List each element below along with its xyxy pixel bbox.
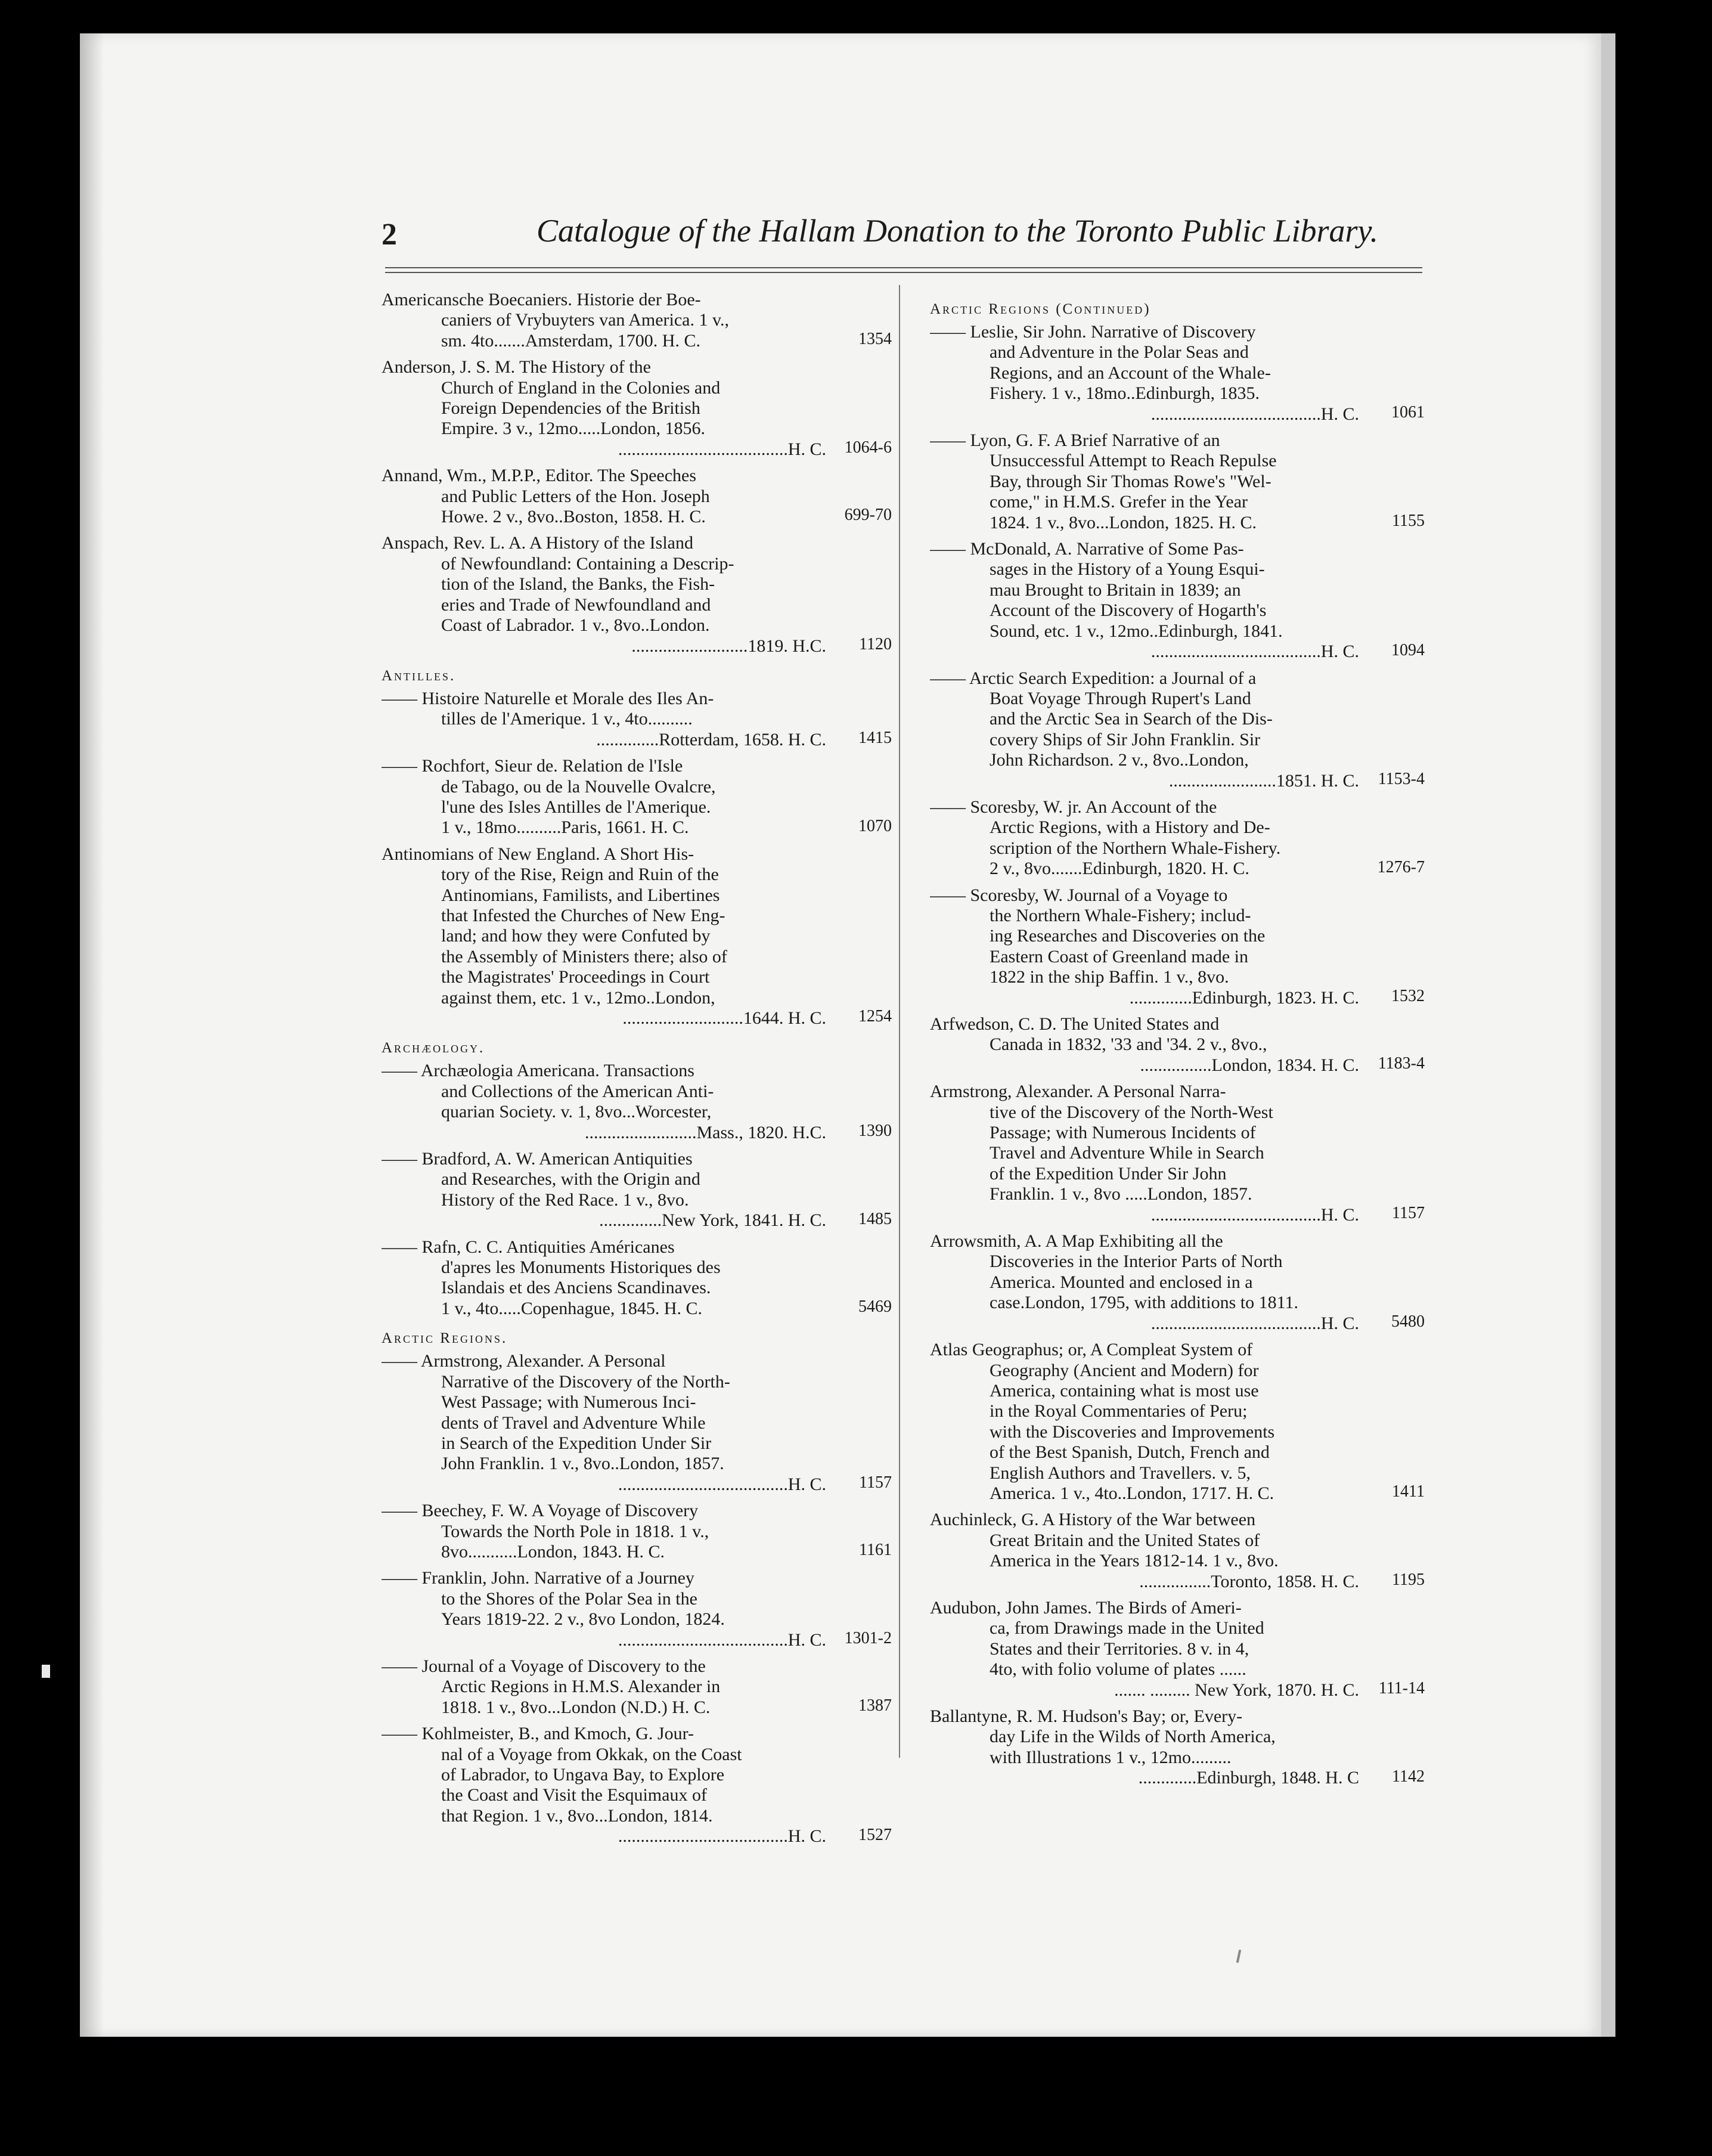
entry-text-line: John Richardson. 2 v., 8vo..London, bbox=[990, 750, 1249, 770]
entry-text-line: ......................................H. C. bbox=[618, 1826, 826, 1847]
entry-number: 1161 bbox=[859, 1541, 892, 1560]
entry-text-line: in Search of the Expedition Under Sir bbox=[441, 1433, 712, 1453]
catalogue-entry bbox=[382, 1237, 892, 1319]
entry-text-line: History of the Red Race. 1 v., 8vo. bbox=[441, 1189, 689, 1210]
entry-text-line: Franklin. 1 v., 8vo .....London, 1857. bbox=[990, 1184, 1252, 1204]
entry-text-line: Great Britain and the United States of bbox=[990, 1530, 1260, 1550]
catalogue-entry bbox=[382, 1501, 892, 1562]
entry-text-line: ................London, 1834. H. C. bbox=[1140, 1055, 1359, 1075]
entry-text-line: dents of Travel and Adventure While bbox=[441, 1412, 706, 1433]
entry-text-line: English Authors and Travellers. v. 5, bbox=[990, 1463, 1251, 1483]
scan-artifact bbox=[42, 1665, 50, 1678]
entry-number: 1390 bbox=[858, 1122, 892, 1141]
entry-number: 1415 bbox=[858, 729, 892, 748]
entry-heading-line: —— Beechey, F. W. A Voyage of Discovery bbox=[382, 1501, 699, 1521]
entry-heading-line: Annand, Wm., M.P.P., Editor. The Speeches bbox=[382, 466, 697, 486]
header-rule-top bbox=[385, 267, 1422, 268]
entry-text-line: quarian Society. v. 1, 8vo...Worcester, bbox=[441, 1102, 712, 1122]
entry-number: 1153-4 bbox=[1378, 769, 1425, 788]
running-title: Catalogue of the Hallam Donation to the Toronto Public Library. bbox=[536, 213, 1379, 249]
entry-text-line: the Magistrates' Proceedings in Court bbox=[441, 967, 710, 987]
catalogue-entry bbox=[930, 1014, 1425, 1076]
catalogue-entry bbox=[930, 668, 1425, 791]
entry-text-line: John Franklin. 1 v., 8vo..London, 1857. bbox=[441, 1454, 724, 1474]
entry-text-line: Fishery. 1 v., 18mo..Edinburgh, 1835. bbox=[990, 383, 1260, 404]
entry-text-line: to the Shores of the Polar Sea in the bbox=[441, 1588, 697, 1609]
page-number: 2 bbox=[382, 218, 397, 252]
entry-text-line: that Infested the Churches of New Eng- bbox=[441, 905, 725, 925]
entry-heading-line: Auchinleck, G. A History of the War between bbox=[930, 1510, 1256, 1530]
entry-number: 1070 bbox=[858, 816, 892, 835]
entry-text-line: Foreign Dependencies of the British bbox=[441, 398, 700, 419]
entry-text-line: l'une des Isles Antilles de l'Amerique. bbox=[441, 797, 711, 817]
entry-number: 1142 bbox=[1392, 1767, 1425, 1786]
entry-text-line: sm. 4to.......Amsterdam, 1700. H. C. bbox=[441, 330, 700, 351]
entry-number: 111-14 bbox=[1378, 1679, 1425, 1697]
entry-text-line: ing Researches and Discoveries on the bbox=[990, 926, 1266, 946]
entry-text-line: land; and how they were Confuted by bbox=[441, 926, 711, 946]
entry-number: 1155 bbox=[1392, 512, 1425, 531]
entry-text-line: sages in the History of a Young Esqui- bbox=[990, 559, 1265, 580]
catalogue-entry bbox=[382, 1149, 892, 1231]
entry-text-line: and Adventure in the Polar Seas and bbox=[990, 342, 1249, 363]
entry-heading-line: —— Rafn, C. C. Antiquities Américanes bbox=[382, 1237, 675, 1257]
entry-text-line: ......................................H. C. bbox=[618, 1630, 826, 1650]
entry-heading-line: —— Kohlmeister, B., and Kmoch, G. Jour- bbox=[382, 1724, 694, 1744]
catalogue-entry bbox=[382, 1568, 892, 1650]
catalogue-entry bbox=[382, 844, 892, 1029]
entry-text-line: 1 v., 4to.....Copenhague, 1845. H. C. bbox=[441, 1298, 703, 1318]
entry-text-line: West Passage; with Numerous Inci- bbox=[441, 1392, 696, 1412]
entry-text-line: ..........................1819. H.C. bbox=[631, 636, 826, 656]
catalogue-entry bbox=[930, 1510, 1425, 1592]
entry-text-line: of Labrador, to Ungava Bay, to Explore bbox=[441, 1765, 725, 1785]
entry-text-line: ..............Edinburgh, 1823. H. C. bbox=[1129, 987, 1359, 1008]
entry-text-line: day Life in the Wilds of North America, bbox=[990, 1727, 1276, 1747]
entry-text-line: Discoveries in the Interior Parts of North bbox=[990, 1252, 1283, 1272]
entry-number: 1120 bbox=[859, 634, 892, 653]
entry-heading-line: Atlas Geographus; or, A Compleat System of bbox=[930, 1340, 1253, 1360]
section-heading: Antilles. bbox=[382, 667, 456, 684]
entry-text-line: against them, etc. 1 v., 12mo..London, bbox=[441, 987, 715, 1008]
entry-number: 699-70 bbox=[844, 506, 892, 525]
entry-text-line: ......................................H. C. bbox=[1150, 1204, 1359, 1225]
entry-heading-line: Arfwedson, C. D. The United States and bbox=[930, 1014, 1220, 1034]
entry-text-line: Arctic Regions in H.M.S. Alexander in bbox=[441, 1677, 721, 1697]
entry-text-line: in the Royal Commentaries of Peru; bbox=[990, 1401, 1248, 1421]
catalogue-entry bbox=[930, 1082, 1425, 1225]
catalogue-entry bbox=[382, 533, 892, 656]
entry-text-line: mau Brought to Britain in 1839; an bbox=[990, 580, 1241, 600]
entry-heading-line: Anderson, J. S. M. The History of the bbox=[382, 357, 651, 377]
entry-text-line: 1824. 1 v., 8vo...London, 1825. H. C. bbox=[990, 512, 1257, 532]
entry-text-line: and Researches, with the Origin and bbox=[441, 1169, 700, 1189]
entry-text-line: Arctic Regions, with a History and De- bbox=[990, 817, 1270, 838]
entry-text-line: Towards the North Pole in 1818. 1 v., bbox=[441, 1521, 709, 1541]
entry-text-line: 4to, with folio volume of plates ...... bbox=[990, 1659, 1246, 1680]
catalogue-entry bbox=[930, 1598, 1425, 1700]
entry-number: 1254 bbox=[858, 1007, 892, 1026]
entry-number: 1276-7 bbox=[1377, 857, 1425, 876]
entry-text-line: with Illustrations 1 v., 12mo......... bbox=[990, 1747, 1232, 1767]
entry-heading-line: —— Lyon, G. F. A Brief Narrative of an bbox=[930, 430, 1220, 451]
entry-text-line: ..............Rotterdam, 1658. H. C. bbox=[596, 729, 826, 749]
entry-text-line: the Assembly of Ministers there; also of bbox=[441, 946, 727, 967]
entry-text-line: tory of the Rise, Reign and Ruin of the bbox=[441, 865, 719, 885]
entry-number: 1094 bbox=[1391, 640, 1425, 659]
entry-text-line: Church of England in the Colonies and bbox=[441, 377, 721, 398]
entry-text-line: Account of the Discovery of Hogarth's bbox=[990, 600, 1267, 621]
catalogue-entry bbox=[930, 1231, 1425, 1334]
entry-text-line: Regions, and an Account of the Whale- bbox=[990, 363, 1271, 383]
entry-text-line: Coast of Labrador. 1 v., 8vo..London. bbox=[441, 615, 710, 636]
entry-heading-line: Arrowsmith, A. A Map Exhibiting all the bbox=[930, 1231, 1223, 1252]
entry-text-line: Antinomians, Familists, and Libertines bbox=[441, 885, 720, 905]
entry-text-line: caniers of Vrybuyters van America. 1 v., bbox=[441, 310, 730, 330]
entry-text-line: 1822 in the ship Baffin. 1 v., 8vo. bbox=[990, 967, 1229, 987]
entry-text-line: 1818. 1 v., 8vo...London (N.D.) H. C. bbox=[441, 1697, 711, 1717]
catalogue-entry bbox=[382, 689, 892, 750]
entry-text-line: tive of the Discovery of the North-West bbox=[990, 1102, 1273, 1122]
entry-text-line: Geography (Ancient and Modern) for bbox=[990, 1360, 1259, 1380]
entry-text-line: and Public Letters of the Hon. Joseph bbox=[441, 486, 710, 506]
entry-number: 5469 bbox=[858, 1297, 892, 1316]
entry-number: 1485 bbox=[858, 1209, 892, 1228]
entry-text-line: of Newfoundland: Containing a Descrip- bbox=[441, 553, 734, 574]
entry-number: 1527 bbox=[858, 1825, 892, 1844]
section-heading: Archæology. bbox=[382, 1040, 485, 1057]
catalogue-entry bbox=[930, 1706, 1425, 1789]
entry-number: 5480 bbox=[1391, 1312, 1425, 1331]
entry-text-line: ...........................1644. H. C. bbox=[622, 1008, 826, 1028]
entry-text-line: Sound, etc. 1 v., 12mo..Edinburgh, 1841. bbox=[990, 621, 1283, 641]
entry-text-line: Unsuccessful Attempt to Reach Repulse bbox=[990, 451, 1277, 471]
entry-heading-line: Antinomians of New England. A Short His- bbox=[382, 844, 694, 864]
entry-text-line: Eastern Coast of Greenland made in bbox=[990, 946, 1249, 967]
entry-heading-line: —— Leslie, Sir John. Narrative of Discovery bbox=[930, 322, 1256, 342]
catalogue-entry bbox=[930, 322, 1425, 425]
entry-text-line: Howe. 2 v., 8vo..Boston, 1858. H. C. bbox=[441, 507, 706, 527]
entry-heading-line: —— Scoresby, W. Journal of a Voyage to bbox=[930, 885, 1228, 905]
entry-text-line: ......................................H. C. bbox=[618, 1474, 826, 1494]
catalogue-entry bbox=[382, 1656, 892, 1718]
entry-text-line: ca, from Drawings made in the United bbox=[990, 1618, 1264, 1638]
section-heading: Arctic Regions. bbox=[382, 1330, 508, 1347]
entry-text-line: nal of a Voyage from Okkak, on the Coast bbox=[441, 1744, 742, 1764]
entry-number: 1157 bbox=[1392, 1204, 1425, 1223]
catalogue-entry bbox=[930, 539, 1425, 662]
catalogue-entry bbox=[930, 797, 1425, 879]
entry-text-line: the Northern Whale-Fishery; includ- bbox=[990, 905, 1251, 925]
entry-number: 1061 bbox=[1391, 403, 1425, 422]
entry-text-line: tion of the Island, the Banks, the Fish- bbox=[441, 574, 715, 594]
entry-text-line: Passage; with Numerous Incidents of bbox=[990, 1123, 1256, 1143]
entry-heading-line: Ballantyne, R. M. Hudson's Bay; or, Every- bbox=[930, 1706, 1243, 1726]
entry-text-line: ....... ......... New York, 1870. H. C. bbox=[1114, 1680, 1359, 1700]
entry-number: 1157 bbox=[859, 1473, 892, 1492]
catalogue-entry bbox=[930, 1340, 1425, 1504]
catalogue-entry bbox=[930, 885, 1425, 1008]
catalogue-entry bbox=[382, 1061, 892, 1143]
entry-heading-line: Americansche Boecaniers. Historie der Boe- bbox=[382, 290, 701, 309]
entry-text-line: scription of the Northern Whale-Fishery. bbox=[990, 838, 1281, 858]
entry-text-line: come," in H.M.S. Grefer in the Year bbox=[990, 492, 1248, 512]
entry-text-line: the Coast and Visit the Esquimaux of bbox=[441, 1785, 707, 1805]
entry-text-line: that Region. 1 v., 8vo...London, 1814. bbox=[441, 1805, 713, 1826]
entry-number: 1195 bbox=[1392, 1570, 1425, 1589]
entry-text-line: ......................................H. C. bbox=[618, 439, 826, 459]
entry-heading-line: Audubon, John James. The Birds of Ameri- bbox=[930, 1597, 1242, 1618]
entry-number: 1411 bbox=[1392, 1482, 1425, 1501]
entry-heading-line: —— Rochfort, Sieur de. Relation de l'Isle bbox=[382, 756, 683, 776]
entry-text-line: d'apres les Monuments Historiques des bbox=[441, 1257, 721, 1278]
entry-text-line: with the Discoveries and Improvements bbox=[990, 1421, 1275, 1442]
page-header bbox=[382, 212, 1426, 260]
entry-heading-line: —— McDonald, A. Narrative of Some Pas- bbox=[930, 539, 1244, 559]
entry-text-line: .............Edinburgh, 1848. H. C bbox=[1138, 1768, 1359, 1788]
entry-number: 1387 bbox=[858, 1696, 892, 1715]
column-divider bbox=[899, 285, 900, 1758]
entry-number: 1064-6 bbox=[844, 438, 892, 457]
entry-text-line: ..............New York, 1841. H. C. bbox=[599, 1210, 826, 1231]
entry-heading-line: —— Arctic Search Expedition: a Journal of a bbox=[930, 668, 1257, 688]
entry-text-line: Travel and Adventure While in Search bbox=[990, 1143, 1264, 1163]
section-heading: Arctic Regions (Continued) bbox=[930, 301, 1151, 317]
entry-heading-line: Anspach, Rev. L. A. A History of the Island bbox=[382, 533, 693, 553]
entry-text-line: and Collections of the American Anti- bbox=[441, 1081, 714, 1101]
header-rule-bottom bbox=[385, 272, 1422, 273]
entry-text-line: ........................1851. H. C. bbox=[1168, 770, 1359, 791]
entry-text-line: of the Best Spanish, Dutch, French and bbox=[990, 1442, 1270, 1463]
entry-text-line: eries and Trade of Newfoundland and bbox=[441, 594, 711, 615]
entry-text-line: 1 v., 18mo..........Paris, 1661. H. C. bbox=[441, 817, 689, 838]
catalogue-entry bbox=[382, 357, 892, 460]
entry-heading-line: —— Histoire Naturelle et Morale des Iles An- bbox=[382, 688, 714, 708]
entry-text-line: ......................................H. C. bbox=[1150, 642, 1359, 662]
entry-text-line: America. Mounted and enclosed in a bbox=[990, 1272, 1253, 1292]
entry-text-line: de Tabago, ou de la Nouvelle Ovalcre, bbox=[441, 776, 716, 797]
entry-text-line: ................Toronto, 1858. H. C. bbox=[1139, 1571, 1359, 1591]
entry-text-line: Bay, through Sir Thomas Rowe's "Wel- bbox=[990, 471, 1271, 491]
binding-shadow bbox=[80, 33, 104, 2037]
entry-text-line: Years 1819-22. 2 v., 8vo London, 1824. bbox=[441, 1609, 725, 1630]
entry-text-line: America, containing what is most use bbox=[990, 1380, 1259, 1401]
entry-text-line: ......................................H. C. bbox=[1150, 404, 1359, 424]
catalogue-entry bbox=[382, 290, 892, 351]
entry-text-line: Narrative of the Discovery of the North- bbox=[441, 1371, 730, 1392]
entry-text-line: Boat Voyage Through Rupert's Land bbox=[990, 688, 1251, 708]
entry-text-line: 8vo...........London, 1843. H. C. bbox=[441, 1541, 665, 1562]
catalogue-entry bbox=[382, 756, 892, 838]
catalogue-entry bbox=[382, 1724, 892, 1847]
entry-heading-line: —— Journal of a Voyage of Discovery to the bbox=[382, 1656, 706, 1676]
entry-number: 1532 bbox=[1391, 987, 1425, 1005]
entry-text-line: case.London, 1795, with additions to 1811. bbox=[990, 1293, 1298, 1313]
catalogue-entry bbox=[930, 430, 1425, 533]
entry-heading-line: —— Bradford, A. W. American Antiquities bbox=[382, 1149, 693, 1169]
catalogue-entry bbox=[382, 1351, 892, 1495]
entry-heading-line: —— Franklin, John. Narrative of a Journey bbox=[382, 1568, 694, 1588]
right-column bbox=[930, 290, 1425, 1795]
entry-text-line: ......................................H. C. bbox=[1150, 1313, 1359, 1333]
entry-text-line: and the Arctic Sea in Search of the Dis- bbox=[990, 709, 1273, 729]
entry-text-line: America. 1 v., 4to..London, 1717. H. C. bbox=[990, 1483, 1274, 1503]
catalogue-entry bbox=[382, 466, 892, 527]
entry-heading-line: Armstrong, Alexander. A Personal Narra- bbox=[930, 1082, 1226, 1102]
entry-text-line: of the Expedition Under Sir John bbox=[990, 1163, 1227, 1184]
entry-heading-line: —— Scoresby, W. jr. An Account of the bbox=[930, 797, 1217, 817]
entry-number: 1354 bbox=[858, 330, 892, 349]
entry-number: 1183-4 bbox=[1378, 1054, 1425, 1073]
entry-heading-line: —— Archæologia Americana. Transactions bbox=[382, 1061, 694, 1081]
entry-heading-line: —— Armstrong, Alexander. A Personal bbox=[382, 1351, 666, 1371]
entry-number: 1301-2 bbox=[844, 1628, 892, 1647]
entry-text-line: Islandais et des Anciens Scandinaves. bbox=[441, 1278, 711, 1298]
entry-text-line: Empire. 3 v., 12mo.....London, 1856. bbox=[441, 419, 706, 439]
entry-text-line: States and their Territories. 8 v. in 4, bbox=[990, 1638, 1249, 1659]
entry-text-line: tilles de l'Amerique. 1 v., 4to.......... bbox=[441, 709, 693, 729]
left-column bbox=[382, 290, 892, 1853]
entry-text-line: covery Ships of Sir John Franklin. Sir bbox=[990, 729, 1261, 749]
entry-text-line: America in the Years 1812-14. 1 v., 8vo. bbox=[990, 1551, 1279, 1571]
entry-text-line: .........................Mass., 1820. H.C. bbox=[584, 1122, 826, 1142]
entry-text-line: 2 v., 8vo.......Edinburgh, 1820. H. C. bbox=[990, 859, 1249, 879]
entry-text-line: Canada in 1832, '33 and '34. 2 v., 8vo., bbox=[990, 1034, 1267, 1055]
